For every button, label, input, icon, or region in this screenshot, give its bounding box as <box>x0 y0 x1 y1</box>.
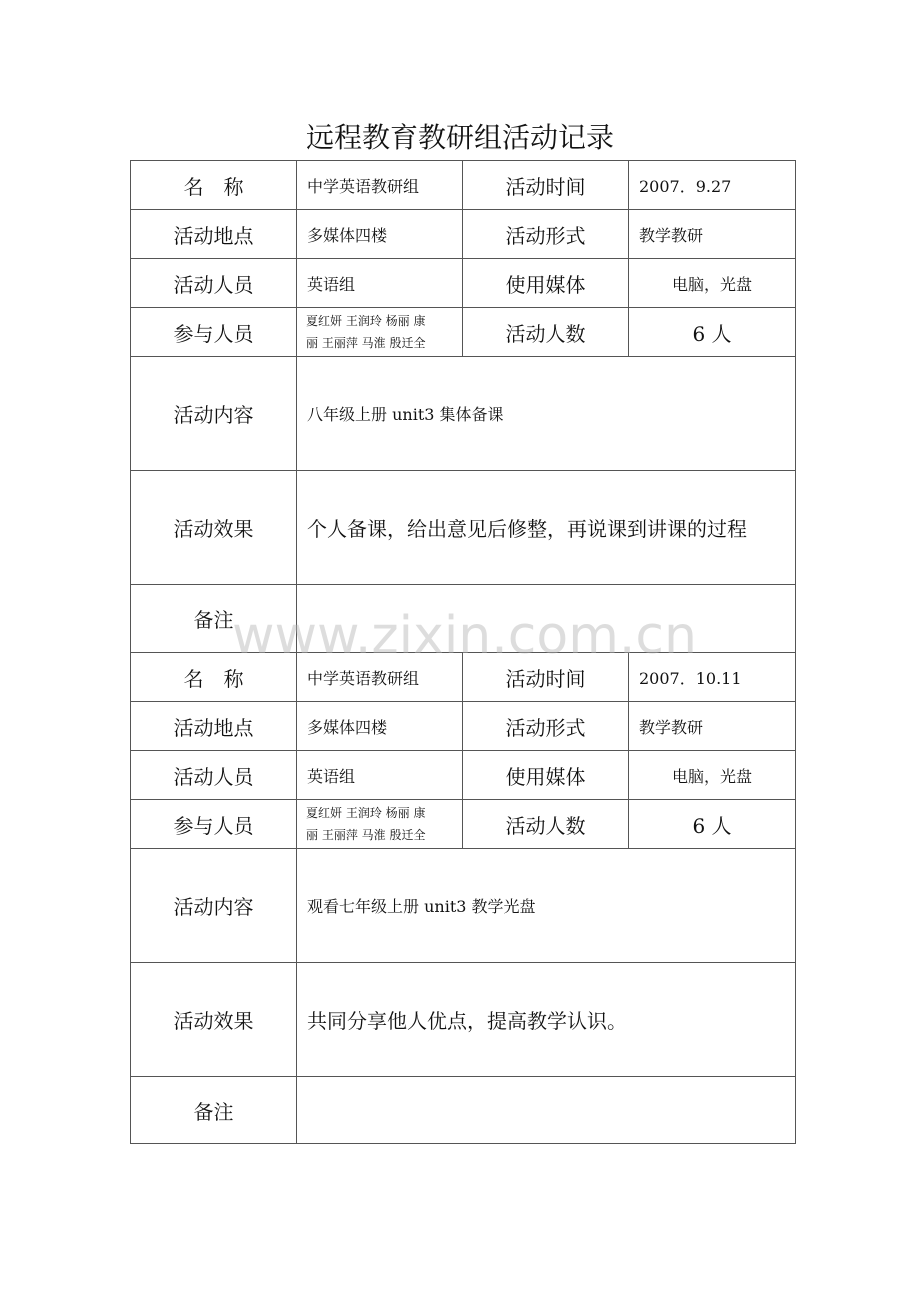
time-value: 2007．9.27 <box>629 161 796 210</box>
content-value: 观看七年级上册 unit3 教学光盘 <box>297 849 796 963</box>
form-value: 教学教研 <box>629 210 796 259</box>
effect-label: 活动效果 <box>131 471 297 585</box>
participants-line: 夏红妍 王润玲 杨丽 康 <box>306 806 426 820</box>
remark-value <box>297 1077 796 1144</box>
time-label: 活动时间 <box>463 653 629 702</box>
remark-value <box>297 585 796 653</box>
form-label: 活动形式 <box>463 210 629 259</box>
place-value: 多媒体四楼 <box>297 210 463 259</box>
document-title: 远程教育教研组活动记录 <box>305 121 614 154</box>
name-value: 中学英语教研组 <box>297 653 463 702</box>
place-label: 活动地点 <box>131 210 297 259</box>
form-value: 教学教研 <box>629 702 796 751</box>
count-value: 6 人 <box>629 308 796 357</box>
name-label: 名 称 <box>131 161 297 210</box>
table-row <box>131 585 796 653</box>
effect-label: 活动效果 <box>131 963 297 1077</box>
staff-value: 英语组 <box>297 259 463 308</box>
content-value: 八年级上册 unit3 集体备课 <box>297 357 796 471</box>
activity-record-table-2 <box>130 652 796 1144</box>
time-value: 2007．10.11 <box>629 653 796 702</box>
media-value: 电脑，光盘 <box>629 751 796 800</box>
table-row <box>131 1077 796 1144</box>
form-label: 活动形式 <box>463 702 629 751</box>
count-label: 活动人数 <box>463 800 629 849</box>
participants-line: 夏红妍 王润玲 杨丽 康 <box>306 314 426 328</box>
name-label: 名 称 <box>131 653 297 702</box>
table-row <box>131 161 796 210</box>
media-label: 使用媒体 <box>463 259 629 308</box>
watermark-text: www.zixin.com.cn <box>232 606 697 666</box>
remark-label: 备注 <box>131 1077 297 1144</box>
place-value: 多媒体四楼 <box>297 702 463 751</box>
table-row <box>131 357 796 471</box>
staff-value: 英语组 <box>297 751 463 800</box>
table-row <box>131 702 796 751</box>
content-label: 活动内容 <box>131 849 297 963</box>
participants-line: 丽 王丽萍 马淮 殷迁全 <box>306 336 426 350</box>
media-label: 使用媒体 <box>463 751 629 800</box>
staff-label: 活动人员 <box>131 259 297 308</box>
table-row <box>131 259 796 308</box>
count-value: 6 人 <box>629 800 796 849</box>
participants-value <box>297 800 463 849</box>
table-row <box>131 653 796 702</box>
effect-value: 共同分享他人优点，提高教学认识。 <box>297 963 796 1077</box>
name-value: 中学英语教研组 <box>297 161 463 210</box>
participants-label: 参与人员 <box>131 800 297 849</box>
content-label: 活动内容 <box>131 357 297 471</box>
table-row <box>131 849 796 963</box>
staff-label: 活动人员 <box>131 751 297 800</box>
place-label: 活动地点 <box>131 702 297 751</box>
participants-line: 丽 王丽萍 马淮 殷迁全 <box>306 828 426 842</box>
table-row <box>131 800 796 849</box>
table-row <box>131 308 796 357</box>
activity-record-table-1 <box>130 160 796 653</box>
table-row <box>131 751 796 800</box>
count-label: 活动人数 <box>463 308 629 357</box>
participants-label: 参与人员 <box>131 308 297 357</box>
remark-label: 备注 <box>131 585 297 653</box>
media-value: 电脑，光盘 <box>629 259 796 308</box>
table-row <box>131 471 796 585</box>
table-row <box>131 210 796 259</box>
table-row <box>131 963 796 1077</box>
effect-value: 个人备课，给出意见后修整，再说课到讲课的过程 <box>297 471 796 585</box>
participants-value <box>297 308 463 357</box>
time-label: 活动时间 <box>463 161 629 210</box>
